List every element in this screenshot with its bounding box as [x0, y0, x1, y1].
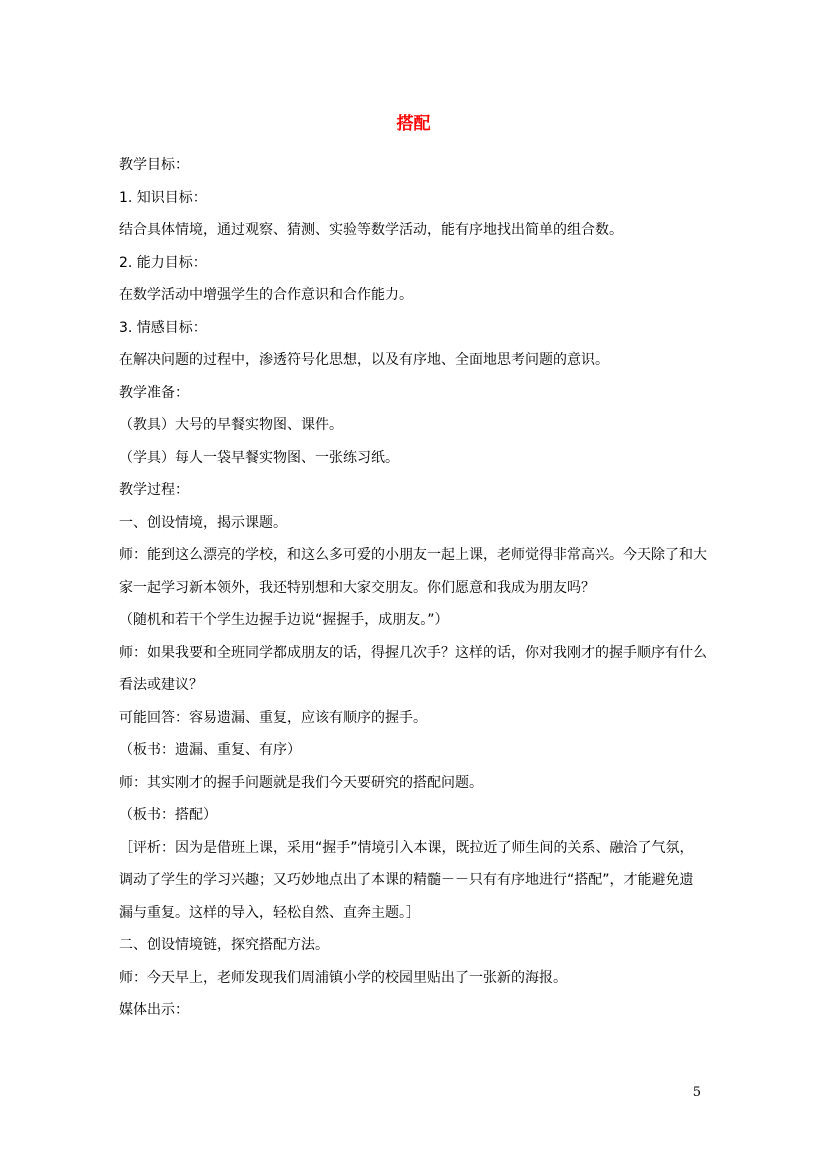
paragraph-handshake-note: （随机和若干个学生边握手边说“握握手，成朋友。”）	[119, 612, 449, 628]
paragraph-ability-goal: 在数学活动中增强学生的合作意识和合作能力。	[119, 287, 413, 303]
paragraph-ability-goal-heading: 2. 能力目标：	[119, 254, 207, 271]
paragraph-teacher-question: 师：如果我要和全班同学都成朋友的话，得握几次手？这样的话，你对我刚才的握手顺序有什么看法或建议？	[119, 644, 707, 693]
paragraph-section-two-heading: 二、创设情境链，探究搭配方法。	[119, 937, 329, 953]
paragraph-preparation-heading: 教学准备：	[119, 384, 189, 401]
paragraph-board-note-1: （板书：遗漏、重复、有序）	[119, 742, 301, 758]
paragraph-teacher-poster: 师：今天早上，老师发现我们周浦镇小学的校园里贴出了一张新的海报。	[119, 969, 567, 986]
paragraph-commentary: ［评析：因为是借班上课，采用“握手”情境引入本课，既拉近了师生间的关系、融洽了气氛，调动了学生的学习兴趣；又巧妙地点出了本课的精髓－－只有有序地进行“搭配”，才能避免遗漏与重复。这样的导入，轻松自然、直奔主题。］	[119, 839, 694, 921]
paragraph-knowledge-goal: 结合具体情境，通过观察、猜测、实验等数学活动，能有序地找出简单的组合数。	[119, 222, 623, 238]
paragraph-teaching-goals-heading: 教学目标：	[119, 157, 189, 173]
paragraph-media-display: 媒体出示：	[119, 1002, 189, 1018]
document-body	[119, 149, 707, 1027]
paragraph-section-one-heading: 一、创设情境，揭示课题。	[119, 514, 287, 531]
paragraph-emotion-goal: 在解决问题的过程中，渗透符号化思想，以及有序地、全面地思考问题的意识。	[119, 352, 609, 368]
paragraph-knowledge-goal-heading: 1. 知识目标：	[119, 189, 207, 206]
paragraph-board-note-2: （板书：搭配）	[119, 807, 217, 823]
paragraph-emotion-goal-heading: 3. 情感目标：	[119, 319, 207, 336]
paragraph-learning-aids: （学具）每人一袋早餐实物图、一张练习纸。	[119, 449, 399, 466]
paragraph-teacher-intro: 师：能到这么漂亮的学校，和这么多可爱的小朋友一起上课，老师觉得非常高兴。今天除了和大家一起学习新本领外，我还特别想和大家交朋友。你们愿意和我成为朋友吗？	[119, 547, 707, 596]
page-number: 5	[692, 1085, 701, 1100]
paragraph-teaching-aids: （教具）大号的早餐实物图、课件。	[119, 417, 343, 433]
page-title: 搭配	[396, 114, 431, 134]
paragraph-process-heading: 教学过程：	[119, 482, 189, 498]
paragraph-teacher-topic: 师：其实刚才的握手问题就是我们今天要研究的搭配问题。	[119, 774, 483, 791]
paragraph-possible-answer: 可能回答：容易遗漏、重复，应该有顺序的握手。	[119, 709, 427, 726]
